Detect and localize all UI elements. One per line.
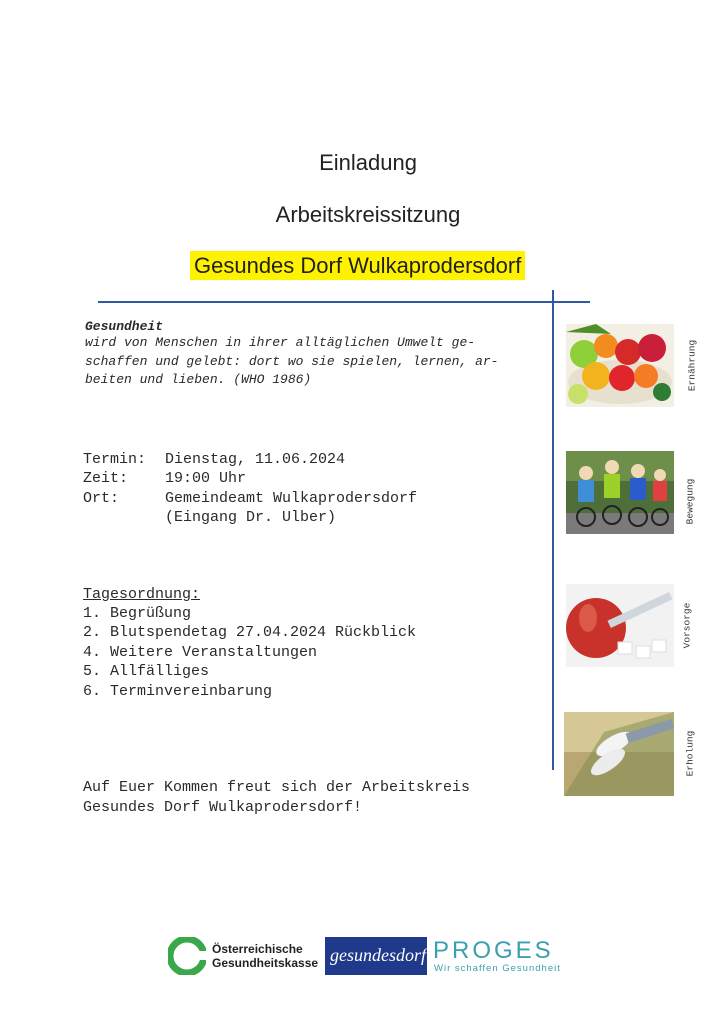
quote-line-2: schaffen und gelebt: dort wo sie spielen, lernen, ar- xyxy=(85,354,499,369)
closing-line-1: Auf Euer Kommen freut sich der Arbeitskreis xyxy=(83,779,471,796)
gesundesdorf-logo-text: gesundesdorf xyxy=(330,945,426,965)
ogk-logo-line2: Gesundheitskasse xyxy=(212,956,319,970)
sidebar-label-ernaehrung: Ernährung xyxy=(686,339,698,392)
document-title: Einladung xyxy=(319,150,417,175)
ogk-logo xyxy=(168,937,318,975)
ogk-logo-line1: Österreichische xyxy=(212,942,303,956)
proges-logo-text: PROGES xyxy=(433,937,554,964)
sidebar-label-erholung: Erholung xyxy=(684,730,696,777)
quote-line-1: wird von Menschen in ihrer alltäglichen Umwelt ge- xyxy=(85,335,476,350)
cyclists-photo xyxy=(566,451,674,534)
quote-line-3: beiten und lieben. (WHO 1986) xyxy=(85,372,312,387)
quote-heading: Gesundheit xyxy=(85,319,164,334)
ogk-logo-icon xyxy=(168,937,206,975)
sidebar-label-vorsorge: Vorsorge xyxy=(681,602,693,649)
ort-value: Gemeindeamt Wulkaprodersdorf xyxy=(165,490,418,507)
horizontal-divider xyxy=(98,301,590,303)
agenda-item: 2. Blutspendetag 27.04.2024 Rückblick xyxy=(83,624,417,641)
highlight-text: Gesundes Dorf Wulkaprodersdorf xyxy=(190,251,525,280)
document-subtitle: Arbeitskreissitzung xyxy=(275,202,461,227)
proges-logo-tagline: Wir schaffen Gesundheit xyxy=(434,963,561,974)
agenda-item: 5. Allfälliges xyxy=(83,663,210,680)
agenda-heading: Tagesordnung: xyxy=(83,586,201,603)
apple-syringe-photo xyxy=(566,584,674,667)
ort-value-2: (Eingang Dr. Ulber) xyxy=(165,509,337,526)
agenda-item: 6. Terminvereinbarung xyxy=(83,683,273,700)
zeit-label: Zeit: xyxy=(83,470,129,487)
agenda-item: 1. Begrüßung xyxy=(83,605,192,622)
proges-logo xyxy=(433,937,573,975)
zeit-value: 19:00 Uhr xyxy=(165,470,247,487)
closing-line-2: Gesundes Dorf Wulkaprodersdorf! xyxy=(83,799,363,816)
highlighted-title xyxy=(190,253,525,279)
sidebar-label-bewegung: Bewegung xyxy=(684,478,696,525)
termin-label: Termin: xyxy=(83,451,147,468)
gesundesdorf-logo xyxy=(325,937,427,975)
termin-value: Dienstag, 11.06.2024 xyxy=(165,451,346,468)
agenda-item: 4. Weitere Veranstaltungen xyxy=(83,644,318,661)
vertical-divider xyxy=(552,290,554,770)
relaxing-feet-photo xyxy=(564,712,674,796)
ort-label: Ort: xyxy=(83,490,120,507)
fruit-photo xyxy=(566,324,674,407)
